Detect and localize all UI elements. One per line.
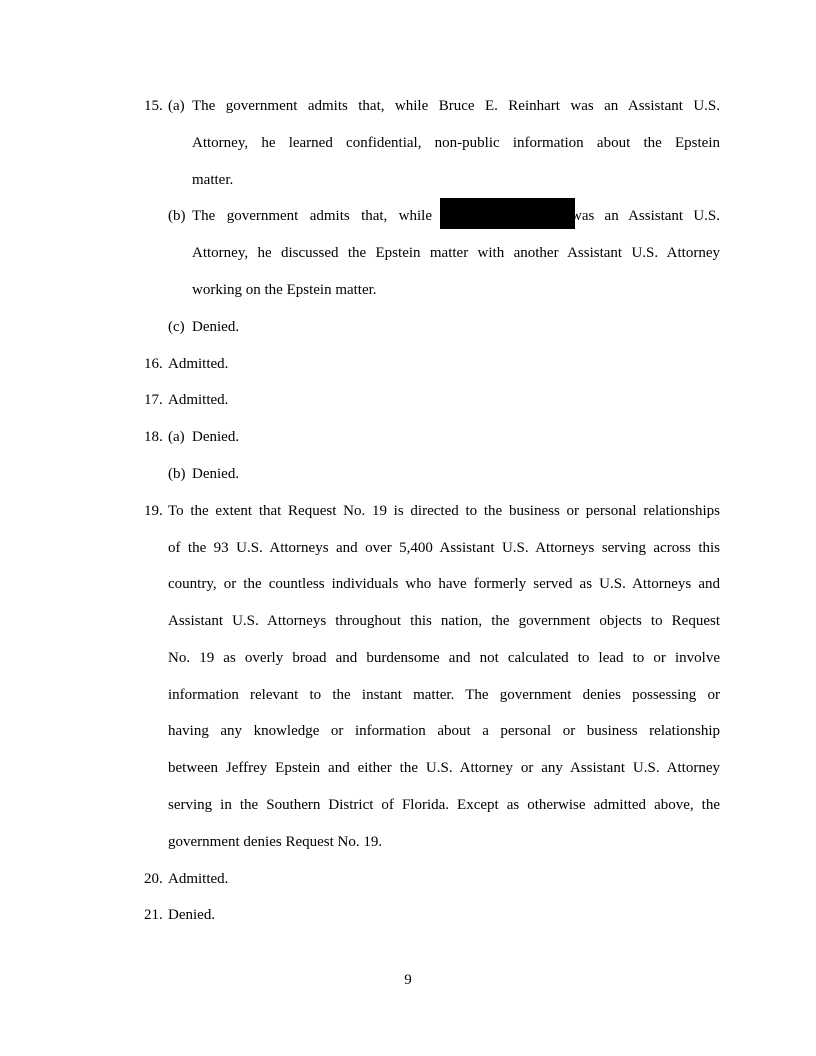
- item-19-line: To the extent that Request No. 19 is directed to the business or personal relationships: [168, 503, 720, 519]
- item-17-text: Admitted.: [168, 392, 229, 408]
- item-18b-text: Denied.: [192, 466, 240, 482]
- item-15b-line-2: Attorney, he discussed the Epstein matter with another Assistant U.S. Attorney: [192, 245, 720, 261]
- item-15b-line-1-end: was an Assistant U.S.: [571, 208, 720, 224]
- item-20-number: 20.: [144, 871, 163, 887]
- item-19-line: serving in the Southern District of Florida. Except as otherwise admitted above, the: [168, 797, 720, 813]
- item-19-line: having any knowledge or information about a personal or business relationship: [168, 723, 720, 739]
- item-15b-line-3: working on the Epstein matter.: [192, 282, 377, 298]
- item-18b-label: (b): [168, 466, 186, 482]
- item-15c-text: Denied.: [192, 319, 240, 335]
- item-19-number: 19.: [144, 503, 163, 519]
- item-15b-label: (b): [168, 208, 186, 224]
- item-16-number: 16.: [144, 356, 163, 372]
- item-17-number: 17.: [144, 392, 163, 408]
- item-19-line: between Jeffrey Epstein and either the U.S. Attorney or any Assistant U.S. Attorney: [168, 760, 720, 776]
- item-18-number: 18.: [144, 429, 163, 445]
- item-18a-label: (a): [168, 429, 185, 445]
- item-19-line: government denies Request No. 19.: [168, 834, 383, 850]
- item-15a-line-1: The government admits that, while Bruce E. Reinhart was an Assistant U.S.: [192, 98, 720, 114]
- item-19-line: No. 19 as overly broad and burdensome and not calculated to lead to or involve: [168, 650, 720, 666]
- item-15a-label: (a): [168, 98, 185, 114]
- item-19-line: information relevant to the instant matter. The government denies possessing or: [168, 687, 720, 703]
- item-20-text: Admitted.: [168, 871, 229, 887]
- item-15b-line-1-start: The government admits that, while: [192, 208, 432, 224]
- page-number: 9: [404, 972, 412, 988]
- item-19-line: Assistant U.S. Attorneys throughout this nation, the government objects to Request: [168, 613, 720, 629]
- item-21-text: Denied.: [168, 907, 216, 923]
- item-16-text: Admitted.: [168, 356, 229, 372]
- item-15c-label: (c): [168, 319, 185, 335]
- item-15-number: 15.: [144, 98, 163, 114]
- redaction-box: [440, 198, 575, 229]
- item-21-number: 21.: [144, 907, 163, 923]
- item-15a-line-3: matter.: [192, 172, 234, 188]
- item-19-line: of the 93 U.S. Attorneys and over 5,400 Assistant U.S. Attorneys serving across this: [168, 540, 720, 556]
- item-15a-line-2: Attorney, he learned confidential, non-public information about the Epstein: [192, 135, 720, 151]
- item-19-line: country, or the countless individuals who have formerly served as U.S. Attorneys and: [168, 576, 720, 592]
- item-18a-text: Denied.: [192, 429, 240, 445]
